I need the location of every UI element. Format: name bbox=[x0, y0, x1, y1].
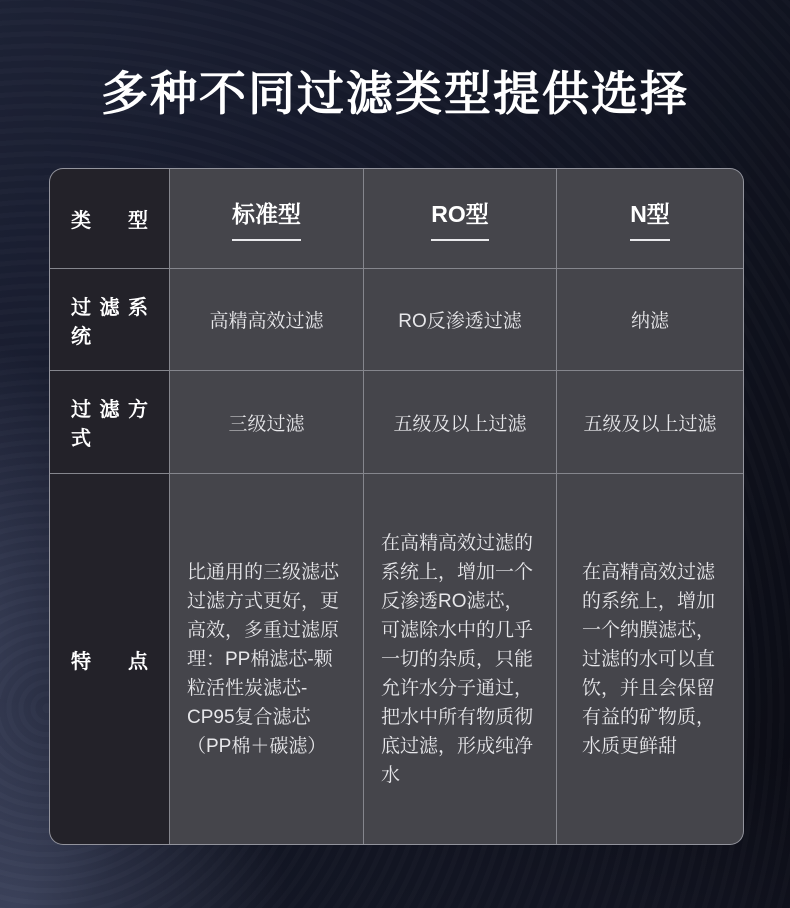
cell-features-standard bbox=[170, 474, 363, 844]
features-ro-text: 在高精高效过滤的系统上，增加一个反渗透RO滤芯，可滤除水中的几乎一切的杂质，只能允许水分子通过，把水中所有物质彻底过滤，形成纯净水 bbox=[381, 532, 534, 786]
cell-filter-system-ro: RO反渗透过滤 bbox=[364, 269, 556, 370]
cell-filter-method-standard: 三级过滤 bbox=[170, 371, 363, 473]
row-header-features-label: 特点 bbox=[71, 650, 148, 673]
row-header-filter-system bbox=[50, 269, 169, 370]
cell-features-ro bbox=[364, 474, 556, 844]
filter-type-comparison-table bbox=[49, 168, 744, 845]
cell-filter-system-standard: 高精高效过滤 bbox=[170, 269, 363, 370]
row-header-filter-system-label: 过滤系统 bbox=[71, 296, 148, 348]
cell-features-n bbox=[557, 474, 743, 844]
features-n-text: 在高精高效过滤的系统上，增加一个纳膜滤芯，过滤的水可以直饮，并且会保留有益的矿物质，水质更鲜甜 bbox=[582, 561, 716, 757]
corner-header-type bbox=[50, 169, 169, 268]
cell-filter-system-n: 纳滤 bbox=[557, 269, 743, 370]
column-header-ro bbox=[364, 169, 556, 268]
row-header-features bbox=[50, 474, 169, 844]
features-standard-text: 比通用的三级滤芯过滤方式更好，更高效，多重过滤原理：PP棉滤芯-颗粒活性炭滤芯-CP95复合滤芯（PP棉＋碳滤） bbox=[187, 561, 340, 757]
column-header-standard-label: 标准型 bbox=[232, 196, 301, 241]
page-title: 多种不同过滤类型提供选择 bbox=[101, 67, 689, 120]
column-header-ro-label: RO型 bbox=[431, 196, 489, 241]
row-header-filter-method-label: 过滤方式 bbox=[71, 399, 148, 450]
cell-filter-method-ro: 五级及以上过滤 bbox=[364, 371, 556, 473]
row-header-filter-method bbox=[50, 371, 169, 473]
column-header-standard bbox=[170, 169, 363, 268]
column-header-n-label: N型 bbox=[630, 196, 670, 241]
cell-filter-method-n: 五级及以上过滤 bbox=[557, 371, 743, 473]
corner-header-label: 类型 bbox=[71, 210, 148, 232]
column-header-n bbox=[557, 169, 743, 268]
